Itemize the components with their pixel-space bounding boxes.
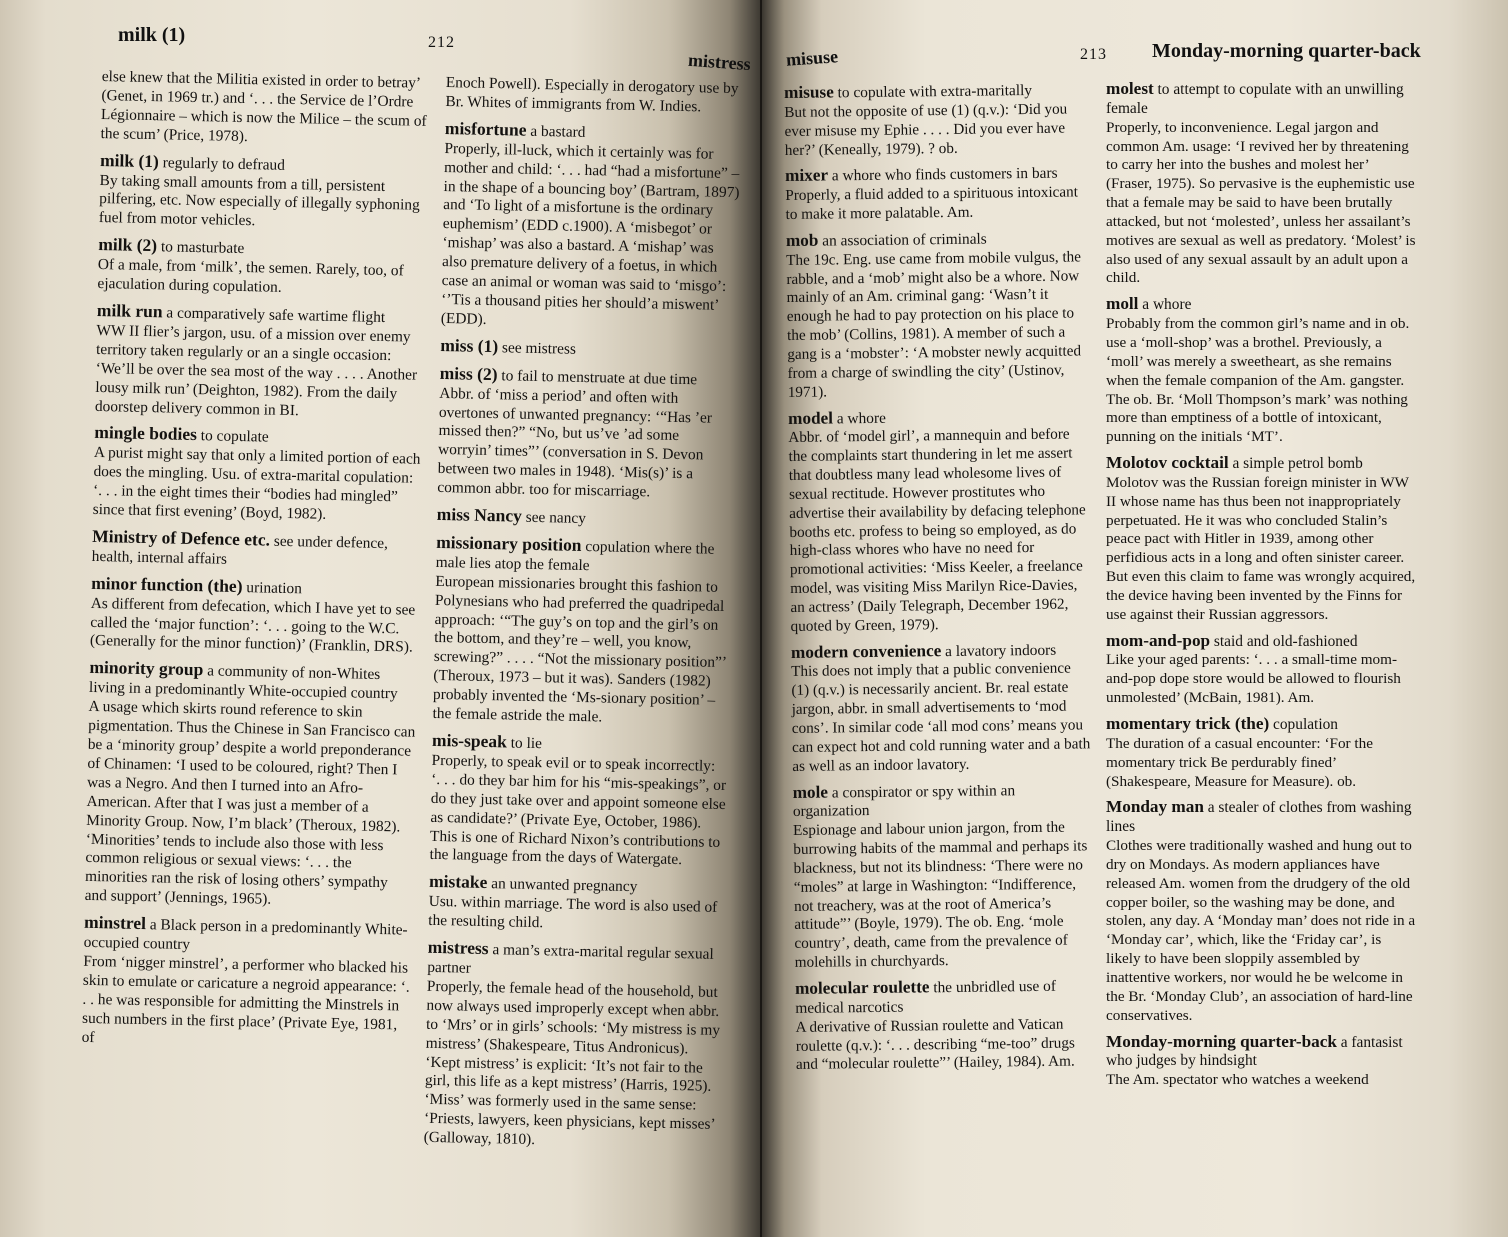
entry-gloss: a community of non-Whites living in a predominantly White-occupied country xyxy=(88,662,398,703)
page-number: 212 xyxy=(428,34,455,51)
entry-body: A derivative of Russian roulette and Vatican roulette (q.v.): ‘. . . describing “me-too” drugs and “molecular roulette”’ (Hailey, 1984). Am. xyxy=(795,1015,1075,1074)
entry-body: Properly, ill-luck, which it certainly was for mother and child: ‘. . . had “had a misfortune” – in the shape of a bouncing boy’ (Bartram, 1897) and ‘To light of a misfortune is the ordinary euphemism’ (EDD c.1900). A ‘misbegot’ or ‘mishap’ was also a bastard. A ‘mishap’ was also premature delivery of a foetus, in which case an animal or woman was said to ‘misgo’: ‘’Tis a thousand pities her should’a miswent’ (EDD). xyxy=(440,139,740,328)
entry-headword: model xyxy=(787,407,834,428)
entry-body: The duration of a casual encounter: ‘For the momentary trick Be perdurably fined’ (Shakespeare, Measure for Measure). ob. xyxy=(1106,734,1373,790)
right-page-column-1 xyxy=(784,80,1096,1082)
dictionary-entry xyxy=(1106,715,1418,791)
entry-gloss: a simple petrol bomb xyxy=(1232,455,1363,473)
entry-gloss: an association of criminals xyxy=(822,230,987,250)
dictionary-entry xyxy=(428,872,725,937)
entry-gloss: to fail to menstruate at due time xyxy=(501,366,698,389)
entry-headword: Monday-morning quarter-back xyxy=(1106,1031,1337,1051)
entry-gloss: see mistress xyxy=(501,339,577,358)
entry-body: Properly, a fluid added to a spirituous intoxicant to make it more palatable. Am. xyxy=(785,183,1079,224)
entry-gloss: a whore xyxy=(836,409,887,427)
dictionary-entry xyxy=(793,780,1095,973)
entry-body: A purist might say that only a limited portion of each does the mingling. Usu. of extra-marital copulation: ‘. . . in the eight times their “bodies had mingled” since that first evening’ (Boyd, 1982). xyxy=(92,444,421,523)
entry-headword: moll xyxy=(1106,294,1139,314)
entry-body: The Am. spectator who watches a weekend xyxy=(1106,1071,1369,1089)
dictionary-entry xyxy=(90,574,420,658)
entry-headword: miss Nancy xyxy=(436,503,523,526)
entry-body: As different from defecation, which I have yet to see called the ‘major function’: ‘. . . going to the W.C. (Generally for the minor function)’ (Franklin, DRS). xyxy=(89,594,416,657)
dictionary-entry xyxy=(441,119,741,335)
running-head-left: milk (1) xyxy=(118,24,186,46)
entry-gloss: a whore who finds customers in bars xyxy=(831,165,1058,185)
entry-gloss: a bastard xyxy=(530,122,586,141)
entry-body: WW II flier’s jargon, usu. of a mission over enemy territory taken regularly or an a single occasion: ‘We’ll be over the sea most of the way . . . . Another lousy milk run’ (Deighton, 1982). From the daily doorstep delivery common in BI. xyxy=(94,321,418,419)
dictionary-entry xyxy=(445,74,742,118)
dictionary-entry xyxy=(93,423,423,526)
entry-headword: mom-and-pop xyxy=(1106,630,1211,650)
dictionary-entry xyxy=(99,151,429,235)
entry-body: Abbr. of ‘miss a period’ and often with overtones of unwanted pregnancy: ‘“Has ’er missed then?” “No, but us’ve ’ad some worryin’ times”’ (conversation in S. Devon between two males in 1948). ‘Mis(s)’ is a common abbr. too for miscarriage. xyxy=(437,384,713,501)
entry-headword: miss (2) xyxy=(439,362,498,384)
left-page-column-2 xyxy=(423,74,742,1161)
entry-body: But not the opposite of use (1) (q.v.): ‘Did you ever misuse my Ephie . . . . Did you ever have her?’ (Keneally, 1979). ? ob. xyxy=(784,100,1068,159)
entry-body: By taking small amounts from a till, persistent pilfering, etc. Now especially of illegally syphoning fuel from motor vehicles. xyxy=(98,171,420,230)
entry-headword: modern convenience xyxy=(790,640,942,662)
entry-body: Properly, to speak evil or to speak incorrectly: ‘. . . do they bar him for his “mis-speakings”, or do they just take over and appoint someone else as candidate?’ (Private Eye, October, 1986). This is one of Richard Nixon’s contributions to the language from the days of Watergate. xyxy=(429,751,727,869)
dictionary-entry xyxy=(1106,454,1418,625)
entry-body: European missionaries brought this fashion to Polynesians who had preferred the quadripedal approach: ‘“The guy’s on top and the girl’s on the bottom, and they’re – well, you know, screwing?” . . . . “Not the missionary position”’ (Theroux, 1973 – but it was). Sanders (1982) probably invented the ‘Ms-sionary position’ – the female astride the male. xyxy=(432,572,726,726)
entry-gloss: a man’s extra-marital regular sexual partner xyxy=(427,941,714,977)
entry-body: Probably from the common girl’s name and in ob. use a ‘moll-shop’ was a brothel. Previously, a ‘moll’ was merely a sweetheart, as she remains when the female companion of the Am. gangster. The ob. Br. ‘Moll Thompson’s mark’ was nothing more than emptiness of a bottle of intoxicant, punning on the initials ‘MT’. xyxy=(1106,315,1410,446)
running-head-left: misuse xyxy=(785,46,839,70)
dictionary-entry xyxy=(97,235,426,301)
dictionary-entry xyxy=(1106,798,1418,1025)
entry-gloss: regularly to defraud xyxy=(162,153,286,174)
dictionary-entry xyxy=(437,505,733,532)
entry-body: The 19c. Eng. use came from mobile vulgus, the rabble, and a ‘mob’ might also be a whore. Now mainly of an Am. criminal gang: ‘Wasn’t it enough he had to pay protection on his place to the mob’ (Collins, 1981). A member of such a gang is a ‘mobster’: ‘A mobster newly acquitted from a charge of swindling the city’ (Ustinov, 1971). xyxy=(786,248,1082,401)
page-number: 213 xyxy=(1080,46,1107,63)
entry-body: Properly, the female head of the household, but now always used improperly except when abbr. to ‘Mrs’ or in girls’ schools: ‘My mistress is my mistress’ (Shakespeare, Titus Andronicus). ‘Kept mistress’ is explicit: ‘It’s not fair to the girl, this life as a kept mistress’ (Harris, 1925). ‘Miss’ was formerly used in the same sense: ‘Priests, lawyers, keen physicians, kept misses’ (Galloway, 1810). xyxy=(423,977,721,1149)
dictionary-entry xyxy=(440,336,736,363)
entry-headword: mixer xyxy=(785,165,829,186)
dictionary-entry xyxy=(92,527,421,574)
entry-gloss: to copulate with extra-maritally xyxy=(837,81,1033,102)
entry-headword: minority group xyxy=(89,657,204,680)
entry-body: Like your aged parents: ‘. . . a small-time mom-and-pop dope store would be allowed to flourish unmolested’ (McBain, 1981). Am. xyxy=(1106,651,1401,707)
entry-gloss: a stealer of clothes from washing lines xyxy=(1106,799,1412,836)
entry-gloss: see under defence, health, internal affairs xyxy=(91,532,389,568)
entry-gloss: to copulate xyxy=(200,427,269,446)
entry-body: else knew that the Militia existed in order to betray’ (Genet, in 1969 tr.) and ‘. . . the Service de l’Ordre Légionnaire – which is now the Milice – the scum of the scum’ (Price, 1978). xyxy=(100,68,427,145)
dictionary-entry xyxy=(84,658,417,913)
entry-gloss: to attempt to copulate with an unwilling female xyxy=(1106,81,1404,117)
dictionary-entry xyxy=(100,68,430,150)
dictionary-entry xyxy=(791,640,1093,777)
dictionary-entry xyxy=(795,976,1096,1075)
dictionary-entry xyxy=(432,533,732,730)
entry-body: Of a male, from ‘milk’, the semen. Rarely, too, of ejaculation during copulation. xyxy=(97,256,404,296)
entry-body: Enoch Powell). Especially in derogatory use by Br. Whites of immigrants from W. Indies. xyxy=(445,74,739,116)
entry-gloss: see nancy xyxy=(525,508,587,528)
entry-headword: Ministry of Defence etc. xyxy=(91,525,271,550)
dictionary-entry xyxy=(1106,80,1418,288)
entry-body: Usu. within marriage. The word is also used of the resulting child. xyxy=(428,893,718,932)
entry-gloss: to lie xyxy=(510,734,543,753)
running-head-right: mistress xyxy=(687,49,752,75)
entry-headword: Molotov cocktail xyxy=(1106,453,1229,473)
dictionary-entry xyxy=(95,301,425,423)
entry-gloss: copulation xyxy=(1273,716,1338,733)
entry-headword: molest xyxy=(1106,79,1154,98)
entry-headword: missionary position xyxy=(435,531,582,555)
entry-body: A usage which skirts round reference to skin pigmentation. Thus the Chinese in San Francisco can be a ‘minority group’ despite a world preponderance of Chinamen: ‘I used to be coloured, right? Then I was a Negro. And then I turned into an Afro-American. After that I was just a member of a Minority Group. Now, I’m black’ (Theroux, 1982). ‘Minorities’ tends to include also those with less common religious or sexual views: ‘. . . the minorities ran the risk of losing others’ sympathy and support’ (Jennings, 1965). xyxy=(84,698,416,908)
entry-headword: mis-speak xyxy=(431,729,508,752)
entry-body: Properly, to inconvenience. Legal jargon and common Am. usage: ‘I revived her by threatening to carry her into the bushes and molest her’ (Fraser, 1975). So pervasive is the euphemistic use that a female may be said to have been brutally attacked, but not ‘molested’, unless her assailant’s motives are sexual as well as predatory. ‘Molest’ is also used of any sexual assault by an adult upon a child. xyxy=(1106,118,1416,287)
entry-headword: misfortune xyxy=(444,117,527,140)
entry-gloss: an unwanted pregnancy xyxy=(491,875,638,896)
entry-gloss: a whore xyxy=(1142,296,1192,314)
dictionary-entry xyxy=(788,406,1091,637)
dictionary-entry xyxy=(1106,1033,1418,1091)
entry-headword: milk (1) xyxy=(99,149,160,171)
dictionary-entry xyxy=(1106,632,1418,708)
entry-gloss: a fantasist who judges by hindsight xyxy=(1106,1033,1403,1070)
entry-headword: momentary trick (the) xyxy=(1106,714,1270,733)
dictionary-entry xyxy=(437,364,736,505)
right-page-column-2 xyxy=(1106,80,1418,1097)
entry-headword: misuse xyxy=(783,82,834,102)
entry-headword: mob xyxy=(785,230,819,250)
entry-gloss: copulation where the male lies atop the female xyxy=(435,537,715,574)
entry-headword: mole xyxy=(792,782,829,802)
dictionary-entry xyxy=(424,938,724,1154)
entry-gloss: a comparatively safe wartime flight xyxy=(166,304,386,326)
dictionary-entry xyxy=(429,731,728,872)
entry-body: This does not imply that a public convenience (1) (q.v.) is necessarily ancient. Br. real estate jargon, abbr. in small advertisements to ‘mod cons’. In similar code ‘all mod cons’ means you can expect hot and cold running water and a bath as well as an indoor lavatory. xyxy=(791,660,1091,775)
entry-gloss: the unbridled use of medical narcotics xyxy=(795,977,1057,1017)
dictionary-entry xyxy=(1106,295,1418,447)
entry-gloss: staid and old-fashioned xyxy=(1213,632,1358,650)
dictionary-entry xyxy=(81,913,412,1054)
running-head-right: Monday-morning quarter-back xyxy=(1152,40,1421,62)
entry-body: Clothes were traditionally washed and hung out to dry on Mondays. As modern appliances have released Am. women from the drudgery of the old copper boiler, so the washing may be done, and stolen, any day. A ‘Monday man’ does not ride in a ‘Monday car’, which, like the ‘Friday car’, is likely to have been sloppily assembled by inattentive workers, nor would he be welcome in the Br. ‘Monday Club’, an association of hard-line conservatives. xyxy=(1106,837,1416,1024)
entry-body: Abbr. of ‘model girl’, a mannequin and before the complaints start thundering in let me assert that doubtless many lead wholesome lives of sexual rectitude. However prostitutes who advertise their availability by defacing telephone booths etc. profess to being so employed, as do high-class whores who have no need for promotional activities: ‘Miss Keeler, a freelance model, was visiting Miss Marilyn Rice-Davies, an actress’ (Daily Telegraph, December 1962, quoted by Green, 1979). xyxy=(788,425,1086,635)
entry-headword: mistress xyxy=(427,936,489,959)
entry-body: Molotov was the Russian foreign minister in WW II whose name has thus been not inappropriately perpetuated. He it was who concluded Stalin’s peace pact with Hitler in 1939, among other perfidious acts in a long and often sinister career. But even this claim to fame was wrongly acquired, the device having been invented by the Finns for use against their Russian aggressors. xyxy=(1106,473,1416,623)
entry-headword: milk run xyxy=(96,299,163,322)
dictionary-entry xyxy=(786,228,1088,402)
right-page xyxy=(762,0,1508,1237)
entry-headword: molecular roulette xyxy=(794,977,930,998)
entry-gloss: a lavatory indoors xyxy=(945,641,1057,660)
entry-gloss: urination xyxy=(246,578,303,598)
entry-headword: mistake xyxy=(428,871,488,893)
entry-gloss: a Black person in a predominantly White-occupied country xyxy=(83,916,408,954)
entry-body: Espionage and labour union jargon, from the burrowing habits of the mammal and perhaps its blackness, but not its blindness: ‘There were no “moles” at large in Washington: “Indifference, not treachery, was at the root of America’s attitude”’ (Boyle, 1979). The ob. Eng. ‘mole country’, death, came from the prevalence of molehills in churchyards. xyxy=(793,818,1088,972)
entry-headword: miss (1) xyxy=(440,334,499,356)
entry-headword: minor function (the) xyxy=(91,572,243,596)
entry-headword: Monday man xyxy=(1106,797,1204,817)
entry-gloss: to masturbate xyxy=(160,238,245,258)
entry-gloss: a conspirator or spy within an organization xyxy=(792,781,1016,821)
entry-headword: milk (2) xyxy=(98,234,158,256)
dictionary-entry xyxy=(784,80,1085,160)
entry-headword: minstrel xyxy=(83,911,147,934)
entry-body: From ‘nigger minstrel’, a performer who blacked his skin to emulate or caricature a negroid appearance: ‘. . . he was responsible for admitting the Minstrels in such numbers in the first place’ (Private Eye, 1981, of xyxy=(81,952,410,1046)
left-page-column-1 xyxy=(81,68,430,1061)
entry-headword: mingle bodies xyxy=(94,422,198,445)
dictionary-entry xyxy=(785,164,1086,225)
